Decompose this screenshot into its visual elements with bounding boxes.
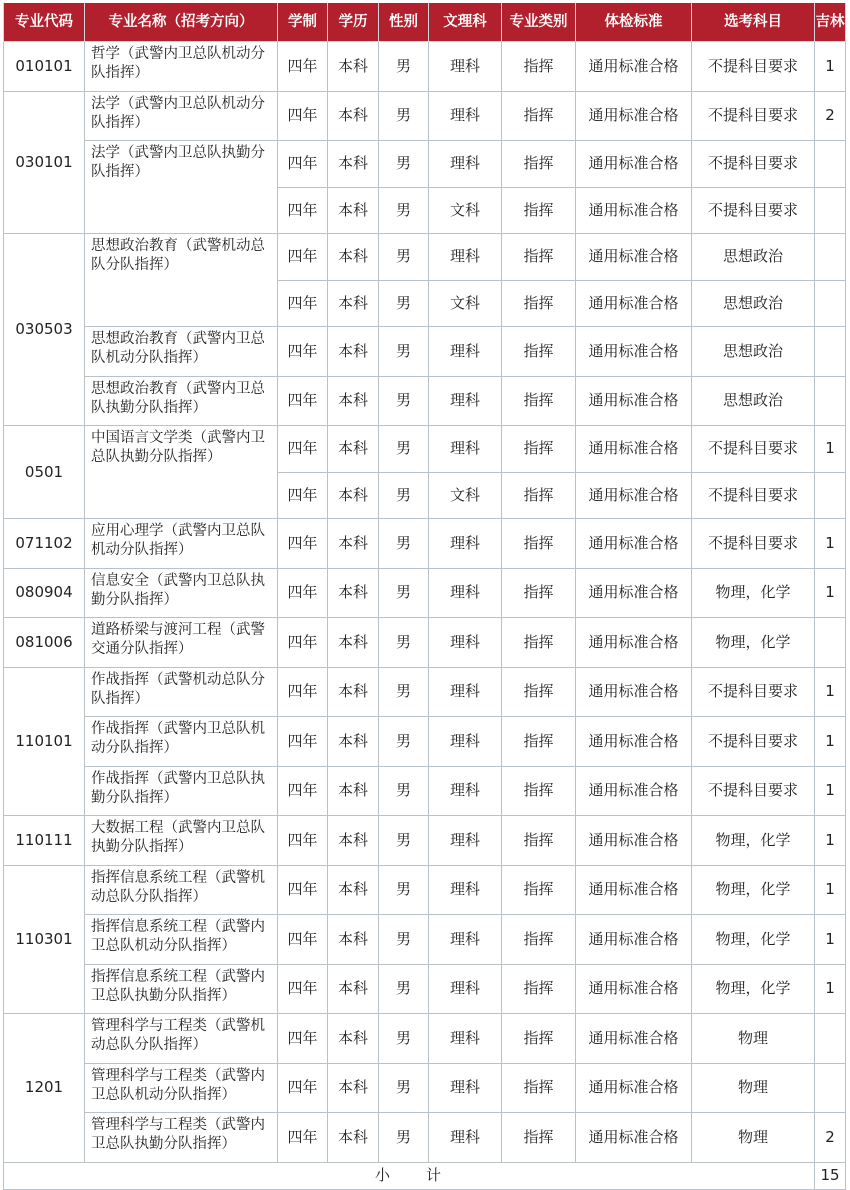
- degree-cell: 本科: [328, 964, 379, 1014]
- jilin-cell: [815, 280, 846, 327]
- degree-cell: 本科: [328, 426, 379, 473]
- table-row: [4, 519, 846, 569]
- duration-cell: 四年: [278, 234, 328, 281]
- duration-cell: 四年: [278, 915, 328, 965]
- arts-science-cell: 文科: [429, 187, 502, 234]
- gender-cell: 男: [379, 234, 429, 281]
- gender-cell: 男: [379, 618, 429, 668]
- header-major-name: 专业名称（招考方向）: [85, 3, 278, 42]
- major-category-cell: 指挥: [502, 280, 576, 327]
- physical-standard-cell: 通用标准合格: [576, 42, 692, 92]
- major-code-cell: 080904: [4, 568, 85, 618]
- duration-cell: 四年: [278, 472, 328, 519]
- degree-cell: 本科: [328, 42, 379, 92]
- physical-standard-cell: 通用标准合格: [576, 1014, 692, 1064]
- major-category-cell: 指挥: [502, 376, 576, 426]
- jilin-cell: [815, 141, 846, 188]
- jilin-cell: 1: [815, 519, 846, 569]
- table-row: [4, 91, 846, 141]
- major-code-cell: 1201: [4, 1014, 85, 1163]
- elective-subjects-cell: 不提科目要求: [692, 667, 815, 717]
- gender-cell: 男: [379, 667, 429, 717]
- major-category-cell: 指挥: [502, 141, 576, 188]
- table-row: [4, 1014, 846, 1064]
- arts-science-cell: 理科: [429, 568, 502, 618]
- major-category-cell: 指挥: [502, 1014, 576, 1064]
- degree-cell: 本科: [328, 327, 379, 377]
- major-category-cell: 指挥: [502, 667, 576, 717]
- table-row: [4, 964, 846, 1014]
- arts-science-cell: 理科: [429, 91, 502, 141]
- major-name-cell: 作战指挥（武警内卫总队执勤分队指挥）: [85, 766, 278, 816]
- duration-cell: 四年: [278, 1014, 328, 1064]
- elective-subjects-cell: 不提科目要求: [692, 141, 815, 188]
- arts-science-cell: 理科: [429, 816, 502, 866]
- gender-cell: 男: [379, 717, 429, 767]
- header-duration: 学制: [278, 3, 328, 42]
- subtotal-row: [4, 1162, 846, 1189]
- arts-science-cell: 理科: [429, 618, 502, 668]
- header-elective-subjects: 选考科目: [692, 3, 815, 42]
- elective-subjects-cell: 不提科目要求: [692, 91, 815, 141]
- gender-cell: 男: [379, 280, 429, 327]
- gender-cell: 男: [379, 766, 429, 816]
- physical-standard-cell: 通用标准合格: [576, 915, 692, 965]
- major-category-cell: 指挥: [502, 91, 576, 141]
- elective-subjects-cell: 不提科目要求: [692, 472, 815, 519]
- gender-cell: 男: [379, 519, 429, 569]
- jilin-cell: [815, 1063, 846, 1113]
- physical-standard-cell: 通用标准合格: [576, 280, 692, 327]
- duration-cell: 四年: [278, 1113, 328, 1163]
- jilin-cell: 1: [815, 717, 846, 767]
- major-category-cell: 指挥: [502, 327, 576, 377]
- gender-cell: 男: [379, 964, 429, 1014]
- duration-cell: 四年: [278, 618, 328, 668]
- elective-subjects-cell: 思想政治: [692, 376, 815, 426]
- gender-cell: 男: [379, 1113, 429, 1163]
- table-row: [4, 766, 846, 816]
- elective-subjects-cell: 不提科目要求: [692, 42, 815, 92]
- jilin-cell: 1: [815, 766, 846, 816]
- major-name-cell: 管理科学与工程类（武警内卫总队执勤分队指挥）: [85, 1113, 278, 1163]
- major-category-cell: 指挥: [502, 187, 576, 234]
- degree-cell: 本科: [328, 1014, 379, 1064]
- major-code-cell: 0501: [4, 426, 85, 519]
- elective-subjects-cell: 物理，化学: [692, 618, 815, 668]
- duration-cell: 四年: [278, 766, 328, 816]
- physical-standard-cell: 通用标准合格: [576, 426, 692, 473]
- physical-standard-cell: 通用标准合格: [576, 187, 692, 234]
- arts-science-cell: 理科: [429, 915, 502, 965]
- gender-cell: 男: [379, 568, 429, 618]
- major-name-cell: 思想政治教育（武警内卫总队执勤分队指挥）: [85, 376, 278, 426]
- major-category-cell: 指挥: [502, 472, 576, 519]
- major-code-cell: 030101: [4, 91, 85, 234]
- jilin-cell: [815, 187, 846, 234]
- degree-cell: 本科: [328, 234, 379, 281]
- major-code-cell: 030503: [4, 234, 85, 426]
- major-name-cell: 道路桥梁与渡河工程（武警交通分队指挥）: [85, 618, 278, 668]
- jilin-cell: 1: [815, 865, 846, 915]
- table-row: [4, 234, 846, 281]
- jilin-cell: 1: [815, 667, 846, 717]
- major-name-cell: 法学（武警内卫总队执勤分队指挥）: [85, 141, 278, 234]
- major-category-cell: 指挥: [502, 865, 576, 915]
- header-arts-science: 文理科: [429, 3, 502, 42]
- physical-standard-cell: 通用标准合格: [576, 91, 692, 141]
- duration-cell: 四年: [278, 91, 328, 141]
- jilin-cell: 1: [815, 964, 846, 1014]
- jilin-cell: 1: [815, 426, 846, 473]
- major-name-cell: 管理科学与工程类（武警内卫总队机动分队指挥）: [85, 1063, 278, 1113]
- gender-cell: 男: [379, 915, 429, 965]
- arts-science-cell: 理科: [429, 141, 502, 188]
- header-major-code: 专业代码: [4, 3, 85, 42]
- table-row: [4, 141, 846, 188]
- table-row: [4, 42, 846, 92]
- jilin-cell: 2: [815, 91, 846, 141]
- duration-cell: 四年: [278, 816, 328, 866]
- header-degree: 学历: [328, 3, 379, 42]
- jilin-cell: [815, 472, 846, 519]
- subtotal-label: 小 计: [4, 1162, 815, 1189]
- major-name-cell: 指挥信息系统工程（武警内卫总队执勤分队指挥）: [85, 964, 278, 1014]
- elective-subjects-cell: 物理，化学: [692, 964, 815, 1014]
- jilin-cell: [815, 1014, 846, 1064]
- major-category-cell: 指挥: [502, 816, 576, 866]
- degree-cell: 本科: [328, 472, 379, 519]
- degree-cell: 本科: [328, 717, 379, 767]
- duration-cell: 四年: [278, 865, 328, 915]
- arts-science-cell: 理科: [429, 865, 502, 915]
- jilin-cell: 1: [815, 42, 846, 92]
- arts-science-cell: 文科: [429, 280, 502, 327]
- jilin-cell: 1: [815, 816, 846, 866]
- subtotal-value: 15: [815, 1162, 846, 1189]
- arts-science-cell: 理科: [429, 1113, 502, 1163]
- duration-cell: 四年: [278, 187, 328, 234]
- gender-cell: 男: [379, 1063, 429, 1113]
- jilin-cell: [815, 618, 846, 668]
- physical-standard-cell: 通用标准合格: [576, 865, 692, 915]
- major-category-cell: 指挥: [502, 568, 576, 618]
- major-name-cell: 中国语言文学类（武警内卫总队执勤分队指挥）: [85, 426, 278, 519]
- elective-subjects-cell: 不提科目要求: [692, 187, 815, 234]
- arts-science-cell: 理科: [429, 327, 502, 377]
- arts-science-cell: 理科: [429, 519, 502, 569]
- physical-standard-cell: 通用标准合格: [576, 766, 692, 816]
- table-row: [4, 816, 846, 866]
- elective-subjects-cell: 不提科目要求: [692, 766, 815, 816]
- table-row: [4, 327, 846, 377]
- physical-standard-cell: 通用标准合格: [576, 816, 692, 866]
- gender-cell: 男: [379, 472, 429, 519]
- major-code-cell: 110101: [4, 667, 85, 816]
- duration-cell: 四年: [278, 568, 328, 618]
- table-row: [4, 915, 846, 965]
- arts-science-cell: 理科: [429, 1063, 502, 1113]
- elective-subjects-cell: 不提科目要求: [692, 717, 815, 767]
- physical-standard-cell: 通用标准合格: [576, 717, 692, 767]
- jilin-cell: 1: [815, 568, 846, 618]
- degree-cell: 本科: [328, 816, 379, 866]
- table-row: [4, 865, 846, 915]
- physical-standard-cell: 通用标准合格: [576, 141, 692, 188]
- elective-subjects-cell: 思想政治: [692, 327, 815, 377]
- major-category-cell: 指挥: [502, 42, 576, 92]
- duration-cell: 四年: [278, 280, 328, 327]
- gender-cell: 男: [379, 91, 429, 141]
- gender-cell: 男: [379, 816, 429, 866]
- major-category-cell: 指挥: [502, 234, 576, 281]
- degree-cell: 本科: [328, 865, 379, 915]
- arts-science-cell: 理科: [429, 42, 502, 92]
- header-jilin: 吉林: [815, 3, 846, 42]
- major-category-cell: 指挥: [502, 766, 576, 816]
- arts-science-cell: 理科: [429, 376, 502, 426]
- major-category-cell: 指挥: [502, 426, 576, 473]
- duration-cell: 四年: [278, 667, 328, 717]
- arts-science-cell: 理科: [429, 964, 502, 1014]
- header-physical-standard: 体检标准: [576, 3, 692, 42]
- gender-cell: 男: [379, 42, 429, 92]
- degree-cell: 本科: [328, 1113, 379, 1163]
- elective-subjects-cell: 不提科目要求: [692, 519, 815, 569]
- elective-subjects-cell: 物理: [692, 1063, 815, 1113]
- table-row: [4, 618, 846, 668]
- table-row: [4, 568, 846, 618]
- duration-cell: 四年: [278, 141, 328, 188]
- gender-cell: 男: [379, 376, 429, 426]
- table-row: [4, 717, 846, 767]
- enrollment-plan-table: [3, 3, 846, 1190]
- major-name-cell: 指挥信息系统工程（武警机动总队分队指挥）: [85, 865, 278, 915]
- major-category-cell: 指挥: [502, 1113, 576, 1163]
- table-row: [4, 376, 846, 426]
- major-name-cell: 信息安全（武警内卫总队执勤分队指挥）: [85, 568, 278, 618]
- duration-cell: 四年: [278, 1063, 328, 1113]
- major-code-cell: 071102: [4, 519, 85, 569]
- gender-cell: 男: [379, 187, 429, 234]
- elective-subjects-cell: 物理: [692, 1113, 815, 1163]
- gender-cell: 男: [379, 1014, 429, 1064]
- major-category-cell: 指挥: [502, 618, 576, 668]
- duration-cell: 四年: [278, 426, 328, 473]
- physical-standard-cell: 通用标准合格: [576, 519, 692, 569]
- degree-cell: 本科: [328, 519, 379, 569]
- duration-cell: 四年: [278, 717, 328, 767]
- degree-cell: 本科: [328, 915, 379, 965]
- duration-cell: 四年: [278, 519, 328, 569]
- degree-cell: 本科: [328, 141, 379, 188]
- major-name-cell: 作战指挥（武警机动总队分队指挥）: [85, 667, 278, 717]
- arts-science-cell: 理科: [429, 426, 502, 473]
- major-name-cell: 大数据工程（武警内卫总队执勤分队指挥）: [85, 816, 278, 866]
- physical-standard-cell: 通用标准合格: [576, 964, 692, 1014]
- elective-subjects-cell: 思想政治: [692, 280, 815, 327]
- header-row: [4, 3, 846, 42]
- major-category-cell: 指挥: [502, 964, 576, 1014]
- degree-cell: 本科: [328, 91, 379, 141]
- major-name-cell: 思想政治教育（武警机动总队分队指挥）: [85, 234, 278, 327]
- header-gender: 性别: [379, 3, 429, 42]
- gender-cell: 男: [379, 426, 429, 473]
- gender-cell: 男: [379, 141, 429, 188]
- degree-cell: 本科: [328, 618, 379, 668]
- major-name-cell: 作战指挥（武警内卫总队机动分队指挥）: [85, 717, 278, 767]
- table-row: [4, 426, 846, 473]
- jilin-cell: 1: [815, 915, 846, 965]
- physical-standard-cell: 通用标准合格: [576, 327, 692, 377]
- header-major-category: 专业类别: [502, 3, 576, 42]
- table-row: [4, 1063, 846, 1113]
- major-code-cell: 110301: [4, 865, 85, 1014]
- arts-science-cell: 理科: [429, 1014, 502, 1064]
- elective-subjects-cell: 不提科目要求: [692, 426, 815, 473]
- major-name-cell: 管理科学与工程类（武警机动总队分队指挥）: [85, 1014, 278, 1064]
- degree-cell: 本科: [328, 766, 379, 816]
- elective-subjects-cell: 物理，化学: [692, 816, 815, 866]
- physical-standard-cell: 通用标准合格: [576, 1113, 692, 1163]
- arts-science-cell: 理科: [429, 667, 502, 717]
- elective-subjects-cell: 物理，化学: [692, 915, 815, 965]
- degree-cell: 本科: [328, 568, 379, 618]
- degree-cell: 本科: [328, 280, 379, 327]
- arts-science-cell: 理科: [429, 766, 502, 816]
- major-category-cell: 指挥: [502, 717, 576, 767]
- table-row: [4, 667, 846, 717]
- duration-cell: 四年: [278, 964, 328, 1014]
- physical-standard-cell: 通用标准合格: [576, 618, 692, 668]
- arts-science-cell: 理科: [429, 234, 502, 281]
- degree-cell: 本科: [328, 376, 379, 426]
- jilin-cell: [815, 234, 846, 281]
- physical-standard-cell: 通用标准合格: [576, 667, 692, 717]
- jilin-cell: 2: [815, 1113, 846, 1163]
- table-row: [4, 1113, 846, 1163]
- table-body: [4, 42, 846, 1190]
- duration-cell: 四年: [278, 376, 328, 426]
- physical-standard-cell: 通用标准合格: [576, 1063, 692, 1113]
- major-name-cell: 指挥信息系统工程（武警内卫总队机动分队指挥）: [85, 915, 278, 965]
- gender-cell: 男: [379, 327, 429, 377]
- major-code-cell: 010101: [4, 42, 85, 92]
- table-header: [4, 3, 846, 42]
- major-category-cell: 指挥: [502, 519, 576, 569]
- physical-standard-cell: 通用标准合格: [576, 234, 692, 281]
- gender-cell: 男: [379, 865, 429, 915]
- degree-cell: 本科: [328, 1063, 379, 1113]
- major-name-cell: 思想政治教育（武警内卫总队机动分队指挥）: [85, 327, 278, 377]
- physical-standard-cell: 通用标准合格: [576, 472, 692, 519]
- major-name-cell: 哲学（武警内卫总队机动分队指挥）: [85, 42, 278, 92]
- duration-cell: 四年: [278, 42, 328, 92]
- jilin-cell: [815, 376, 846, 426]
- degree-cell: 本科: [328, 667, 379, 717]
- duration-cell: 四年: [278, 327, 328, 377]
- major-code-cell: 081006: [4, 618, 85, 668]
- physical-standard-cell: 通用标准合格: [576, 568, 692, 618]
- jilin-cell: [815, 327, 846, 377]
- elective-subjects-cell: 物理: [692, 1014, 815, 1064]
- major-name-cell: 法学（武警内卫总队机动分队指挥）: [85, 91, 278, 141]
- arts-science-cell: 文科: [429, 472, 502, 519]
- elective-subjects-cell: 思想政治: [692, 234, 815, 281]
- major-category-cell: 指挥: [502, 1063, 576, 1113]
- elective-subjects-cell: 物理，化学: [692, 865, 815, 915]
- elective-subjects-cell: 物理，化学: [692, 568, 815, 618]
- major-code-cell: 110111: [4, 816, 85, 866]
- arts-science-cell: 理科: [429, 717, 502, 767]
- major-name-cell: 应用心理学（武警内卫总队机动分队指挥）: [85, 519, 278, 569]
- physical-standard-cell: 通用标准合格: [576, 376, 692, 426]
- major-category-cell: 指挥: [502, 915, 576, 965]
- degree-cell: 本科: [328, 187, 379, 234]
